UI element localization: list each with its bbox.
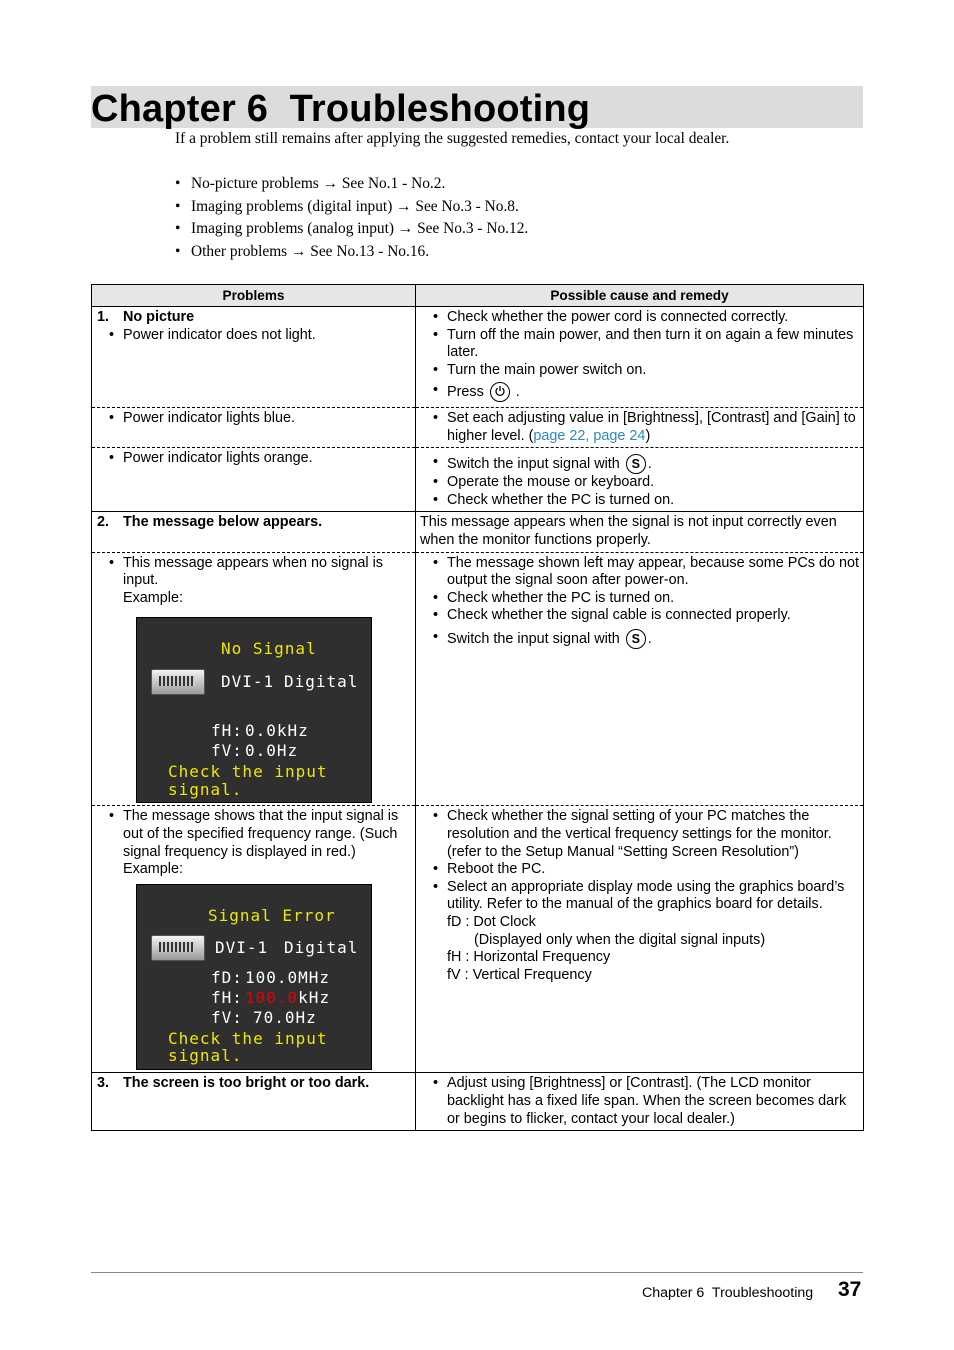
osd-fv-value: 70.0Hz xyxy=(253,1007,317,1027)
table-row xyxy=(92,448,864,512)
problem-cell xyxy=(92,1073,416,1131)
column-header-problems: Problems xyxy=(92,285,416,307)
osd-fh-value: 0.0kHz xyxy=(245,721,309,741)
legend-item: fD : Dot Clock xyxy=(447,913,536,930)
problem-cell xyxy=(92,552,416,806)
problem-cell xyxy=(92,408,416,448)
remedy-item: • The message shown left may appear, because some PCs do not output the signal soon after power-on. xyxy=(420,555,859,590)
remedy-cell xyxy=(416,1073,864,1131)
osd-input: DVI-1 xyxy=(215,937,269,957)
remedy-item: • Turn the main power switch on. xyxy=(420,362,859,380)
remedy-item: • Turn off the main power, and then turn it on again a few minutes later. xyxy=(420,327,859,362)
remedy-item: • Adjust using [Brightness] or [Contrast]. (The LCD monitor backlight has a fixed life span. When the screen becomes dark or begins to flicker, contact your local dealer.) xyxy=(420,1075,859,1128)
remedy-cell xyxy=(416,448,864,512)
footer-divider xyxy=(91,1272,863,1273)
table-row xyxy=(92,806,864,1073)
problem-item: • Power indicator lights orange. xyxy=(96,450,411,468)
problem-item: • This message appears when no signal is input. xyxy=(96,555,411,590)
remedy-item: • Check whether the signal setting of your PC matches the resolution and the vertical frequency settings for the monitor. (refer to the Setup Manual “Setting Screen Resolution”) xyxy=(420,808,859,861)
osd-warning: Check the input signal. xyxy=(168,762,328,799)
remedy-cell xyxy=(416,408,864,448)
remedy-item: • Check whether the PC is turned on. xyxy=(420,492,859,510)
category-text: No-picture problems → See No.1 - No.2. xyxy=(191,175,446,192)
problem-cell xyxy=(92,448,416,512)
example-label: Example: xyxy=(123,861,183,878)
osd-fv-label: fV: xyxy=(211,1007,243,1027)
legend-item: fV : Vertical Frequency xyxy=(447,966,592,983)
osd-title: No Signal xyxy=(221,639,317,659)
osd-fh-value: 100.0kHz xyxy=(245,987,331,1007)
remedy-item: • Check whether the signal cable is connected properly. xyxy=(420,607,859,625)
list-item: • Imaging problems (analog input) → See No.3 - No.12. xyxy=(175,220,529,237)
page-reference-link[interactable]: page 22, page 24 xyxy=(533,427,646,444)
osd-fh-label: fH: xyxy=(211,987,243,1007)
footer-chapter-label: Chapter 6 Troubleshooting xyxy=(642,1285,814,1301)
osd-fv-label: fV: xyxy=(211,741,243,761)
osd-mode: Digital xyxy=(284,672,359,692)
osd-fv-value: 0.0Hz xyxy=(245,741,299,761)
remedy-item: • Operate the mouse or keyboard. xyxy=(420,474,859,492)
osd-fd-label: fD: xyxy=(211,967,243,987)
osd-title: Signal Error xyxy=(208,905,336,925)
dvi-connector-icon xyxy=(151,935,205,961)
problem-item: • Power indicator does not light. xyxy=(96,327,411,345)
problem-heading: 3. The screen is too bright or too dark. xyxy=(97,1075,370,1092)
problem-item: • Power indicator lights blue. xyxy=(96,410,411,428)
problem-heading: 2. The message below appears. xyxy=(97,514,323,531)
osd-input: DVI-1 xyxy=(221,672,275,692)
problem-heading: 1. No picture xyxy=(97,309,195,325)
table-row xyxy=(92,552,864,806)
remedy-cell xyxy=(416,552,864,806)
table-row xyxy=(92,1073,864,1131)
osd-warning: Check the input signal. xyxy=(168,1028,328,1066)
signal-error-osd-screenshot xyxy=(136,884,372,1070)
table-row xyxy=(92,512,864,552)
remedy-item: • Select an appropriate display mode using the graphics board’s utility. Refer to the manual of the graphics board for details. xyxy=(420,879,859,914)
list-item: • Other problems → See No.13 - No.16. xyxy=(175,242,430,260)
remedy-item: • Switch the input signal with S . xyxy=(420,629,859,649)
remedy-item: • Check whether the power cord is connected correctly. xyxy=(420,309,859,327)
problem-cell xyxy=(92,307,416,408)
osd-mode: Digital xyxy=(284,937,359,957)
osd-fd-value: 100.0MHz xyxy=(245,967,331,987)
remedy-cell xyxy=(416,512,864,552)
table-row xyxy=(92,307,864,408)
remedy-intro: This message appears when the signal is not input correctly even when the monitor functions properly. xyxy=(420,514,837,548)
page-number: 37 xyxy=(838,1278,862,1301)
power-button-icon xyxy=(490,382,510,402)
signal-button-icon: S xyxy=(626,629,646,649)
table-header-row xyxy=(92,285,864,307)
category-list xyxy=(175,174,528,264)
category-text: Imaging problems (digital input) → See No.3 - No.8. xyxy=(191,197,519,215)
problem-cell xyxy=(92,806,416,1073)
no-signal-osd-screenshot xyxy=(136,617,372,803)
legend-note: (Displayed only when the digital signal inputs) xyxy=(474,931,766,948)
table-row xyxy=(92,408,864,448)
list-item: • Imaging problems (digital input) → See No.3 - No.8. xyxy=(175,197,519,215)
chapter-title: Chapter 6 Troubleshooting xyxy=(91,88,591,130)
signal-button-icon: S xyxy=(626,454,646,474)
category-text: Other problems → See No.13 - No.16. xyxy=(191,242,430,260)
problem-item: • The message shows that the input signal is out of the specified frequency range. (Such signal frequency is displayed in red.) xyxy=(96,808,411,861)
column-header-remedy: Possible cause and remedy xyxy=(416,285,864,307)
remedy-cell xyxy=(416,307,864,408)
troubleshooting-table xyxy=(91,284,864,1131)
osd-fh-label: fH: xyxy=(211,721,243,741)
remedy-item: • Reboot the PC. xyxy=(420,861,859,879)
problem-cell xyxy=(92,512,416,552)
remedy-item: • Press . xyxy=(420,382,859,402)
legend-item: fH : Horizontal Frequency xyxy=(447,949,611,966)
remedy-item: • Check whether the PC is turned on. xyxy=(420,590,859,608)
remedy-item: • Set each adjusting value in [Brightness], [Contrast] and [Gain] to higher level. (page 22, page 24) xyxy=(420,410,859,445)
intro-text: If a problem still remains after applying the suggested remedies, contact your local dealer. xyxy=(175,130,730,147)
category-text: Imaging problems (analog input) → See No.3 - No.12. xyxy=(191,220,529,237)
dvi-connector-icon xyxy=(151,669,205,695)
remedy-item: • Switch the input signal with S . xyxy=(420,454,859,474)
list-item: • No-picture problems → See No.1 - No.2. xyxy=(175,175,446,192)
remedy-cell xyxy=(416,806,864,1073)
example-label: Example: xyxy=(123,589,183,606)
